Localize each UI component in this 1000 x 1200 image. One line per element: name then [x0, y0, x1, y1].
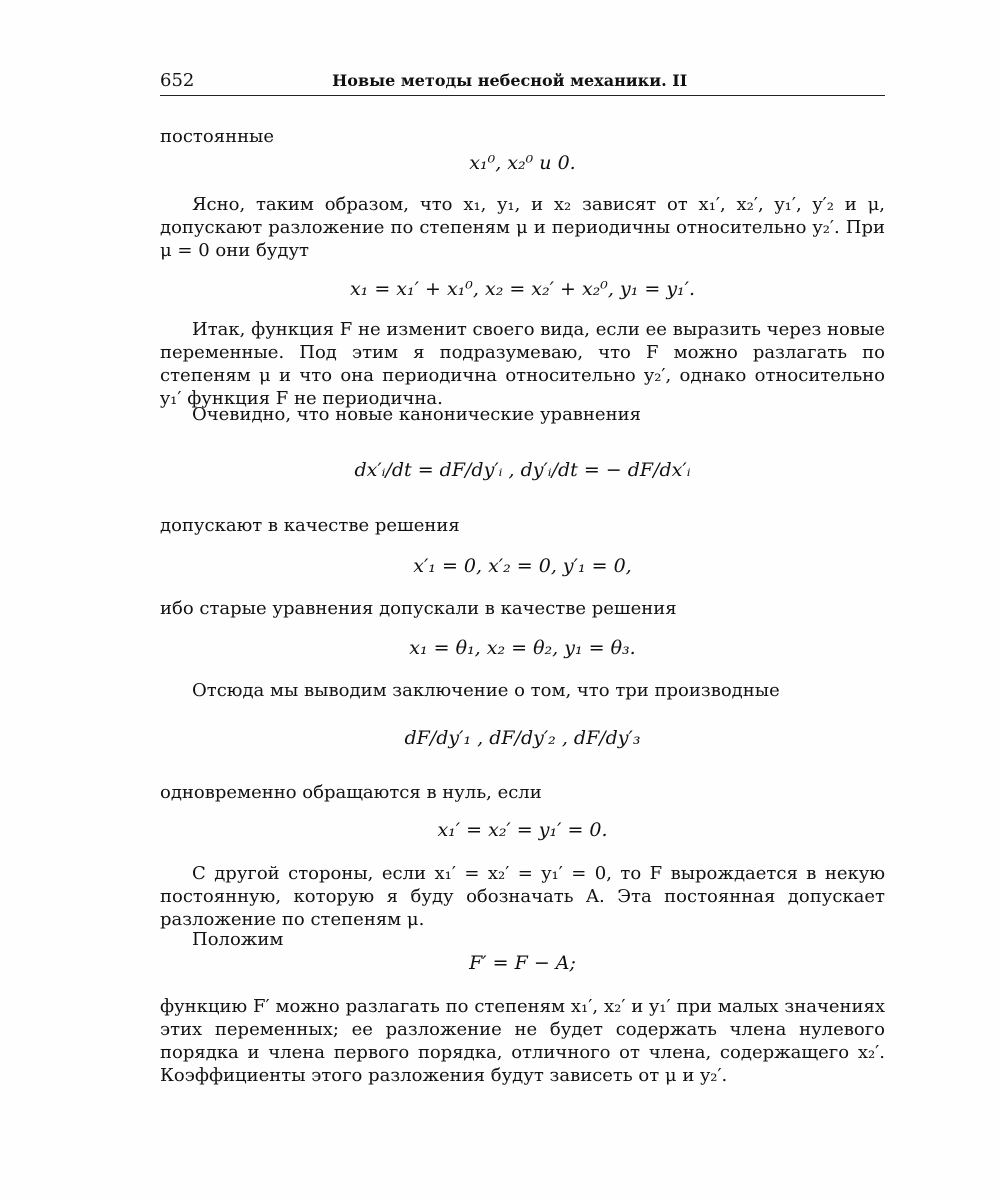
text-simultaneous: одновременно обращаются в нуль, если	[160, 782, 542, 803]
formula-text-solution-old: x₁ = θ₁, x₂ = θ₂, y₁ = θ₃.	[409, 637, 636, 659]
text-let: Положим	[192, 929, 284, 950]
running-title: Новые методы небесной механики. II	[332, 71, 688, 90]
paragraph-simultaneous	[160, 781, 885, 804]
formula-solution-old	[160, 635, 885, 661]
formula-text-derivatives: dF/dy′₁ , dF/dy′₂ , dF/dy′₃	[404, 727, 641, 749]
formula-solution-new	[160, 553, 885, 579]
formula-text-constants: x₁⁰, x₂⁰ и 0.	[469, 152, 576, 174]
text-function-F: Итак, функция F не изменит своего вида, если ее выразить через новые переменные. Под этим я подразумеваю, что F можно разлагать по степеням μ и что она периодична относительно y₂′, однако относительно y₁′ функция F не периодична.	[160, 319, 885, 409]
paragraph-function-F	[160, 318, 885, 410]
formula-zero	[160, 817, 885, 843]
running-header	[160, 70, 885, 96]
formula-constants	[160, 150, 885, 176]
paragraph-final	[160, 995, 885, 1087]
page-number: 652	[160, 70, 195, 91]
text-final: функцию F′ можно разлагать по степеням x₁′, x₂′ и y₁′ при малых значениях этих переменных; ее разложение не будет содержать члена нулевого порядка и члена первого порядка, отличного от члена, содержащего x₂′. Коэффициенты этого разложения будут зависеть от μ и y₂′.	[160, 996, 885, 1086]
formula-text-mu-zero: x₁ = x₁′ + x₁⁰, x₂ = x₂′ + x₂⁰, y₁ = y₁′.	[349, 278, 696, 300]
text-old: ибо старые уравнения допускали в качестве решения	[160, 598, 677, 619]
paragraph-old	[160, 597, 885, 620]
text-hence: Отсюда мы выводим заключение о том, что три производные	[192, 680, 780, 701]
paragraph-let	[160, 928, 885, 951]
formula-text-zero: x₁′ = x₂′ = y₁′ = 0.	[437, 819, 608, 841]
formula-mu-zero	[160, 276, 885, 302]
formula-text-canonical: dx′ᵢ/dt = dF/dy′ᵢ , dy′ᵢ/dt = − dF/dx′ᵢ	[354, 459, 691, 481]
text-admit: допускают в качестве решения	[160, 515, 460, 536]
formula-text-solution-new: x′₁ = 0, x′₂ = 0, y′₁ = 0,	[413, 555, 632, 577]
text-clear: Ясно, таким образом, что x₁, y₁, и x₂ зависят от x₁′, x₂′, y₁′, y′₂ и μ, допускают разложение по степеням μ и периодичны относительно y₂′. При μ = 0 они будут	[160, 194, 885, 261]
paragraph-other-side	[160, 862, 885, 931]
formula-derivatives	[160, 725, 885, 751]
text-other-side: С другой стороны, если x₁′ = x₂′ = y₁′ = 0, то F вырождается в некую постоянную, которую я буду обозначать A. Эта постоянная допускает разложение по степеням μ.	[160, 863, 885, 930]
paragraph-clear	[160, 193, 885, 262]
page	[160, 70, 885, 96]
formula-text-Fprime: F′ = F − A;	[469, 952, 576, 974]
paragraph-constants	[160, 125, 885, 148]
text-obvious: Очевидно, что новые канонические уравнения	[192, 404, 641, 425]
paragraph-hence	[160, 679, 885, 702]
paragraph-obvious	[160, 403, 885, 426]
formula-canonical	[160, 457, 885, 483]
text-constants: постоянные	[160, 126, 275, 147]
paragraph-admit	[160, 514, 885, 537]
formula-Fprime	[160, 950, 885, 976]
